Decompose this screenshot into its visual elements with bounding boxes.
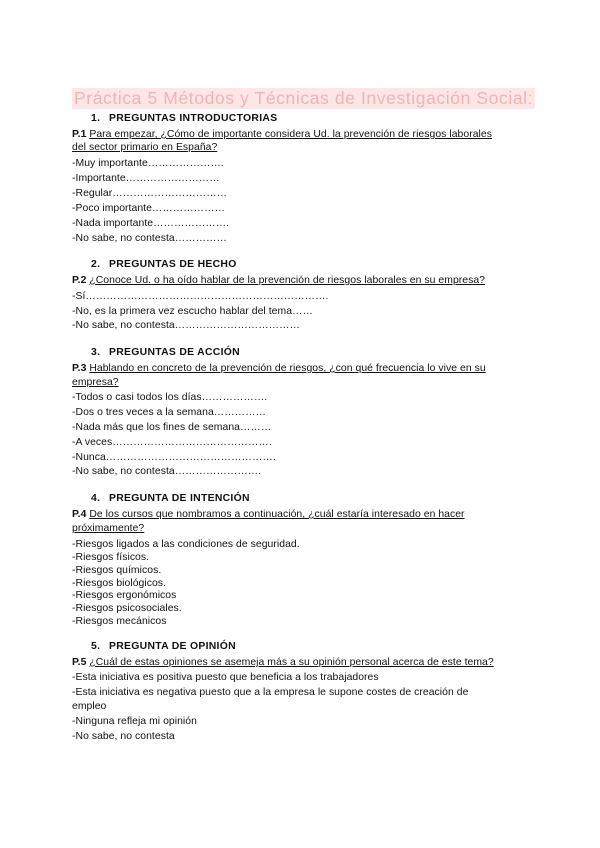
option-item: -Esta iniciativa es negativa puesto que a la empresa le supone costes de creación de — [72, 687, 469, 698]
option-item: -No sabe, no contesta…………… — [72, 233, 227, 244]
question-3-cont: empresa? — [72, 377, 119, 388]
option-item: -Sí……………………………………………………………. — [72, 291, 329, 302]
question-2: P.2 ¿Conoce Ud. o ha oído hablar de la prevención de riesgos laborales en su empresa? — [72, 275, 486, 286]
option-item: -No sabe, no contesta……………………………… — [72, 320, 300, 331]
question-4: P.4 De los cursos que nombramos a continuación, ¿cuál estaría interesado en hacer — [72, 509, 465, 520]
option-item: -Muy importante…………………. — [72, 158, 224, 169]
option-item: -Regular…………………………… — [72, 188, 228, 199]
option-item: -Todos o casi todos los días………………. — [72, 392, 268, 403]
option-item: -Ninguna refleja mi opinión — [72, 716, 197, 727]
question-5: P.5 ¿Cuál de estas opiniones se asemeja más a su opinión personal acerca de este tema? — [72, 657, 494, 668]
option-item: -No sabe, no contesta — [72, 731, 175, 742]
option-item: -Riesgos biológicos. — [72, 578, 166, 589]
option-item: -Riesgos mecánicos — [72, 616, 167, 627]
section-heading-2: 2. PREGUNTAS DE HECHO — [91, 259, 237, 270]
option-item: -Poco importante………………… — [72, 203, 226, 214]
option-item: -Riesgos ligados a las condiciones de seguridad. — [72, 539, 300, 550]
section-heading-1: 1. PREGUNTAS INTRODUCTORIAS — [91, 113, 278, 124]
section-heading-5: 5. PREGUNTA DE OPINIÓN — [91, 641, 236, 652]
option-item: -No sabe, no contesta……………………. — [72, 466, 262, 477]
option-item: -A veces………………………………………. — [72, 437, 272, 448]
question-1-cont: del sector primario en España? — [72, 142, 218, 153]
option-item: -Riesgos físicos. — [72, 552, 150, 563]
option-item: -Nada más que los fines de semana……… — [72, 422, 272, 433]
section-heading-4: 4. PREGUNTA DE INTENCIÓN — [91, 493, 250, 504]
option-item: -Esta iniciativa es positiva puesto que beneficia a los trabajadores — [72, 672, 379, 683]
option-item: -No, es la primera vez escucho hablar del tema…… — [72, 306, 313, 317]
option-item: -Importante……………………… — [72, 173, 220, 184]
page-title: Práctica 5 Métodos y Técnicas de Investigación Social: — [74, 88, 534, 108]
question-1: P.1 Para empezar, ¿Cómo de importante considera Ud. la prevención de riesgos laborales — [72, 129, 492, 140]
option-item: -Nada importante…………………. — [72, 218, 230, 229]
question-4-cont: próximamente? — [72, 523, 145, 534]
option-item: -Dos o tres veces a la semana…………… — [72, 407, 266, 418]
option-item: -Riesgos químicos. — [72, 565, 162, 576]
section-heading-3: 3. PREGUNTAS DE ACCIÓN — [91, 347, 240, 358]
option-item: -Riesgos ergonómicos — [72, 590, 177, 601]
option-item: empleo — [72, 701, 107, 712]
question-3: P.3 Hablando en concreto de la prevención de riesgos, ¿con qué frecuencia lo vive en su — [72, 363, 486, 374]
option-item: -Nunca…………………………………………. — [72, 452, 276, 463]
option-item: -Riesgos psicosociales. — [72, 603, 182, 614]
